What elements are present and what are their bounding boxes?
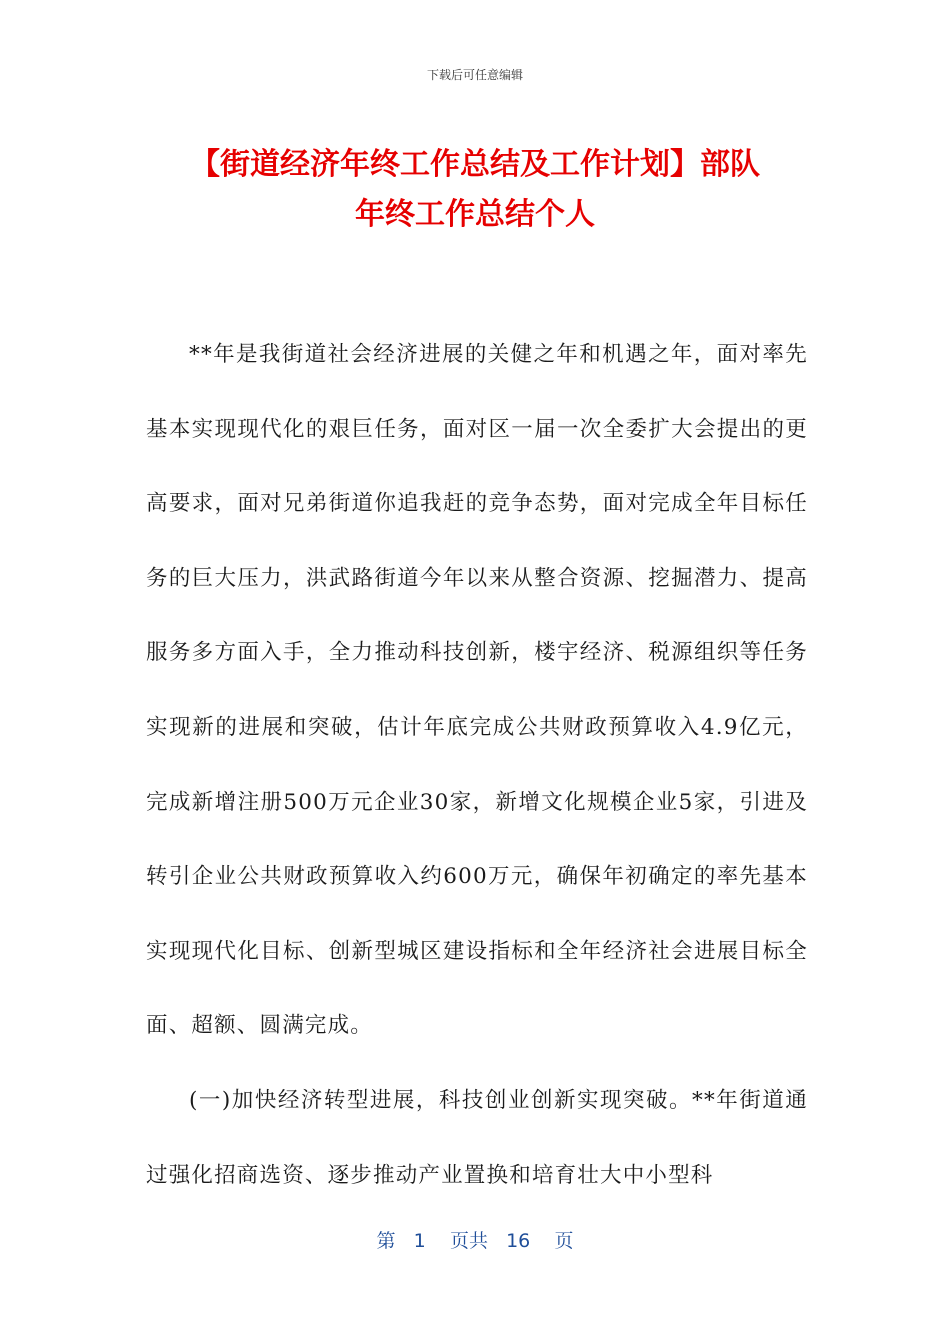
page-footer bbox=[0, 1226, 950, 1253]
paragraph-1: **年是我街道社会经济进展的关健之年和机遇之年，面对率先基本实现现代化的艰巨任务，面对区一届一次全委扩大会提出的更高要求，面对兄弟街道你追我赶的竞争态势，面对完成全年目标任务的巨大压力，洪武路街道今年以来从整合资源、挖掘潜力、提高服务多方面入手，全力推动科技创新，楼宇经济、税源组织等任务实现新的进展和突破，估计年底完成公共财政预算收入4.9亿元，完成新增注册500万元企业30家，新增文化规模企业5家，引进及转引企业公共财政预算收入约600万元，确保年初确定的率先基本实现现代化目标、创新型城区建设指标和全年经济社会进展目标全面、超额、圆满完成。 bbox=[146, 342, 808, 1039]
title-line-2: 年终工作总结个人 bbox=[355, 197, 595, 232]
footer-suffix: 页 bbox=[554, 1230, 574, 1252]
footer-prefix: 第 bbox=[376, 1230, 396, 1252]
page-header-note: 下载后可任意编辑 bbox=[426, 68, 523, 82]
document-title bbox=[120, 140, 830, 240]
footer-middle: 页共 bbox=[449, 1230, 488, 1252]
footer-page-total: 16 bbox=[506, 1230, 531, 1252]
document-body bbox=[146, 318, 808, 1213]
paragraph-2: (一)加快经济转型进展，科技创业创新实现突破。**年街道通过强化招商选资、逐步推动产业置换和培育壮大中小型科 bbox=[146, 1087, 808, 1188]
title-line-1: 【街道经济年终工作总结及工作计划】部队 bbox=[190, 147, 760, 182]
footer-page-number: 1 bbox=[413, 1230, 426, 1252]
